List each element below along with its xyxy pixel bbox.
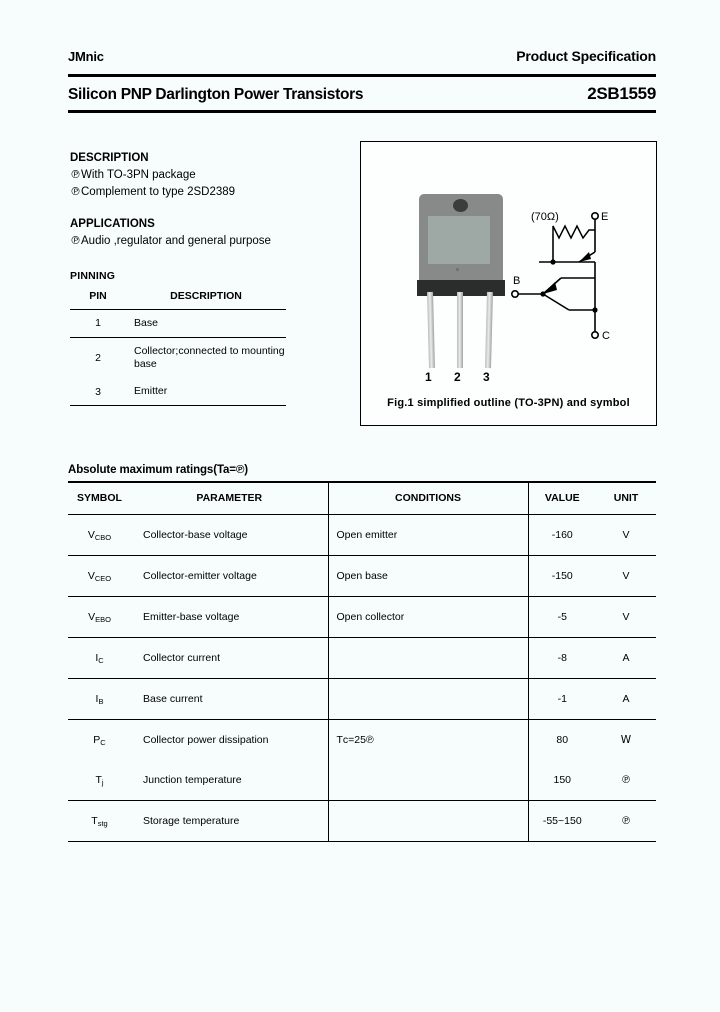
rating-symbol: $V_{CBO}$ [68, 515, 131, 556]
bullet-icon: ℗ [70, 234, 81, 248]
rating-symbol: $I_C$ [68, 638, 131, 679]
header-divider-bottom [68, 110, 656, 113]
rating-parameter: Emitter-base voltage [131, 597, 328, 638]
rating-unit: V [596, 597, 656, 638]
rating-value: 80 [528, 720, 596, 761]
company-name: JMnic [68, 49, 104, 64]
pin-number: 3 [70, 378, 126, 406]
rating-symbol: $I_B$ [68, 679, 131, 720]
rating-value: 150 [528, 760, 596, 801]
rating-unit: A [596, 638, 656, 679]
symbol-label-base: B [513, 275, 521, 287]
left-column [70, 152, 340, 406]
pinning-column-pin: PIN [89, 289, 107, 302]
rating-value: -55~150 [528, 801, 596, 842]
transistor-symbol-diagram [509, 204, 639, 344]
pin-description: Base [126, 309, 286, 337]
ratings-title: Absolute maximum ratings(Ta=℗) [68, 464, 249, 476]
bullet-icon: ℗ [70, 184, 81, 198]
table-row [70, 338, 286, 379]
applications-heading: APPLICATIONS [70, 218, 155, 231]
page-header [68, 48, 656, 64]
pin-description: Emitter [126, 378, 286, 406]
section-spacer [70, 202, 340, 218]
rating-unit: A [596, 679, 656, 720]
pinning-heading: PINNING [70, 269, 116, 282]
rating-value: -160 [528, 515, 596, 556]
rating-conditions: Tᴄ=25℗ [328, 720, 528, 761]
ratings-column-symbol: SYMBOL [68, 483, 131, 515]
figure-caption: Fig.1 simplified outline (TO-3PN) and symbol [387, 397, 630, 409]
pin-description: Collector;connected to mounting base [126, 338, 286, 379]
rating-value: -5 [528, 597, 596, 638]
package-lead-2 [457, 292, 463, 368]
part-number: 2SB1559 [587, 84, 656, 103]
header-divider-top [68, 74, 656, 77]
rating-conditions: Open collector [328, 597, 528, 638]
table-row [68, 801, 656, 842]
pin-number: 2 [70, 338, 126, 379]
table-header-row [70, 286, 286, 310]
rating-conditions [328, 638, 528, 679]
rating-parameter: Junction temperature [131, 760, 328, 801]
rating-unit: V [596, 556, 656, 597]
ratings-column-parameter: PARAMETER [131, 483, 328, 515]
rating-value: -150 [528, 556, 596, 597]
rating-conditions: Open base [328, 556, 528, 597]
description-heading: DESCRIPTION [70, 152, 149, 164]
pin-number: 1 [70, 309, 126, 337]
table-row [68, 679, 656, 720]
package-lead-1 [427, 292, 435, 368]
rating-parameter: Collector-base voltage [131, 515, 328, 556]
rating-unit: W [620, 734, 632, 746]
rating-symbol: $V_{CEO}$ [68, 556, 131, 597]
rating-parameter: Base current [131, 679, 328, 720]
lead-number-2: 2 [454, 370, 461, 384]
rating-symbol: $T_j$ [68, 760, 131, 801]
bullet-icon: ℗ [70, 168, 81, 181]
rating-value: -8 [528, 638, 596, 679]
rating-value: -1 [528, 679, 596, 720]
rating-conditions [328, 679, 528, 720]
table-row [68, 638, 656, 679]
symbol-label-collector: C [602, 330, 610, 342]
package-lead-3 [485, 292, 493, 368]
rating-conditions [328, 801, 528, 842]
rating-parameter: Storage temperature [131, 801, 328, 842]
table-row [70, 378, 286, 406]
description-item [70, 186, 340, 199]
rating-parameter: Collector current [131, 638, 328, 679]
pinning-table [70, 286, 286, 407]
rating-symbol: $P_C$ [93, 734, 106, 747]
rating-parameter: Collector-emitter voltage [131, 556, 328, 597]
description-item-label: Complement to type 2SD2389 [81, 185, 236, 198]
description-item [70, 169, 340, 182]
rating-conditions [328, 760, 528, 801]
rating-unit: V [596, 515, 656, 556]
pinning-column-description: DESCRIPTION [170, 289, 242, 302]
table-row [68, 556, 656, 597]
rating-symbol: $V_{EBO}$ [68, 597, 131, 638]
table-row [68, 515, 656, 556]
table-row [70, 309, 286, 337]
transistor-package-image [409, 194, 513, 384]
ratings-column-conditions: CONDITIONS [328, 483, 528, 515]
symbol-label-resistor: (70Ω) [531, 211, 559, 223]
applications-item-label: Audio ,regulator and general purpose [81, 235, 271, 248]
figure-box [360, 141, 657, 426]
table-row [68, 720, 656, 761]
document-type: Product Specification [516, 48, 656, 64]
ratings-column-unit: UNIT [596, 483, 656, 515]
ratings-column-value: VALUE [528, 483, 596, 515]
table-row [68, 597, 656, 638]
rating-unit: ℗ [596, 801, 656, 842]
rating-symbol: $T_{stg}$ [68, 801, 131, 842]
package-marking-dot [456, 268, 459, 271]
rating-conditions: Open emitter [328, 515, 528, 556]
lead-number-1: 1 [425, 370, 432, 384]
rating-parameter: Collector power dissipation [143, 734, 269, 746]
table-row [68, 760, 656, 801]
lead-number-3: 3 [483, 370, 490, 384]
absolute-maximum-ratings-table [68, 483, 656, 842]
symbol-label-emitter: E [601, 211, 609, 223]
page-title: Silicon PNP Darlington Power Transistors [68, 86, 364, 103]
rating-unit: ℗ [596, 760, 656, 801]
table-header-row [68, 483, 656, 515]
description-item-label: With TO-3PN package [81, 169, 196, 181]
package-mounting-hole [453, 199, 468, 212]
title-bar [68, 84, 656, 104]
applications-item [70, 235, 340, 248]
